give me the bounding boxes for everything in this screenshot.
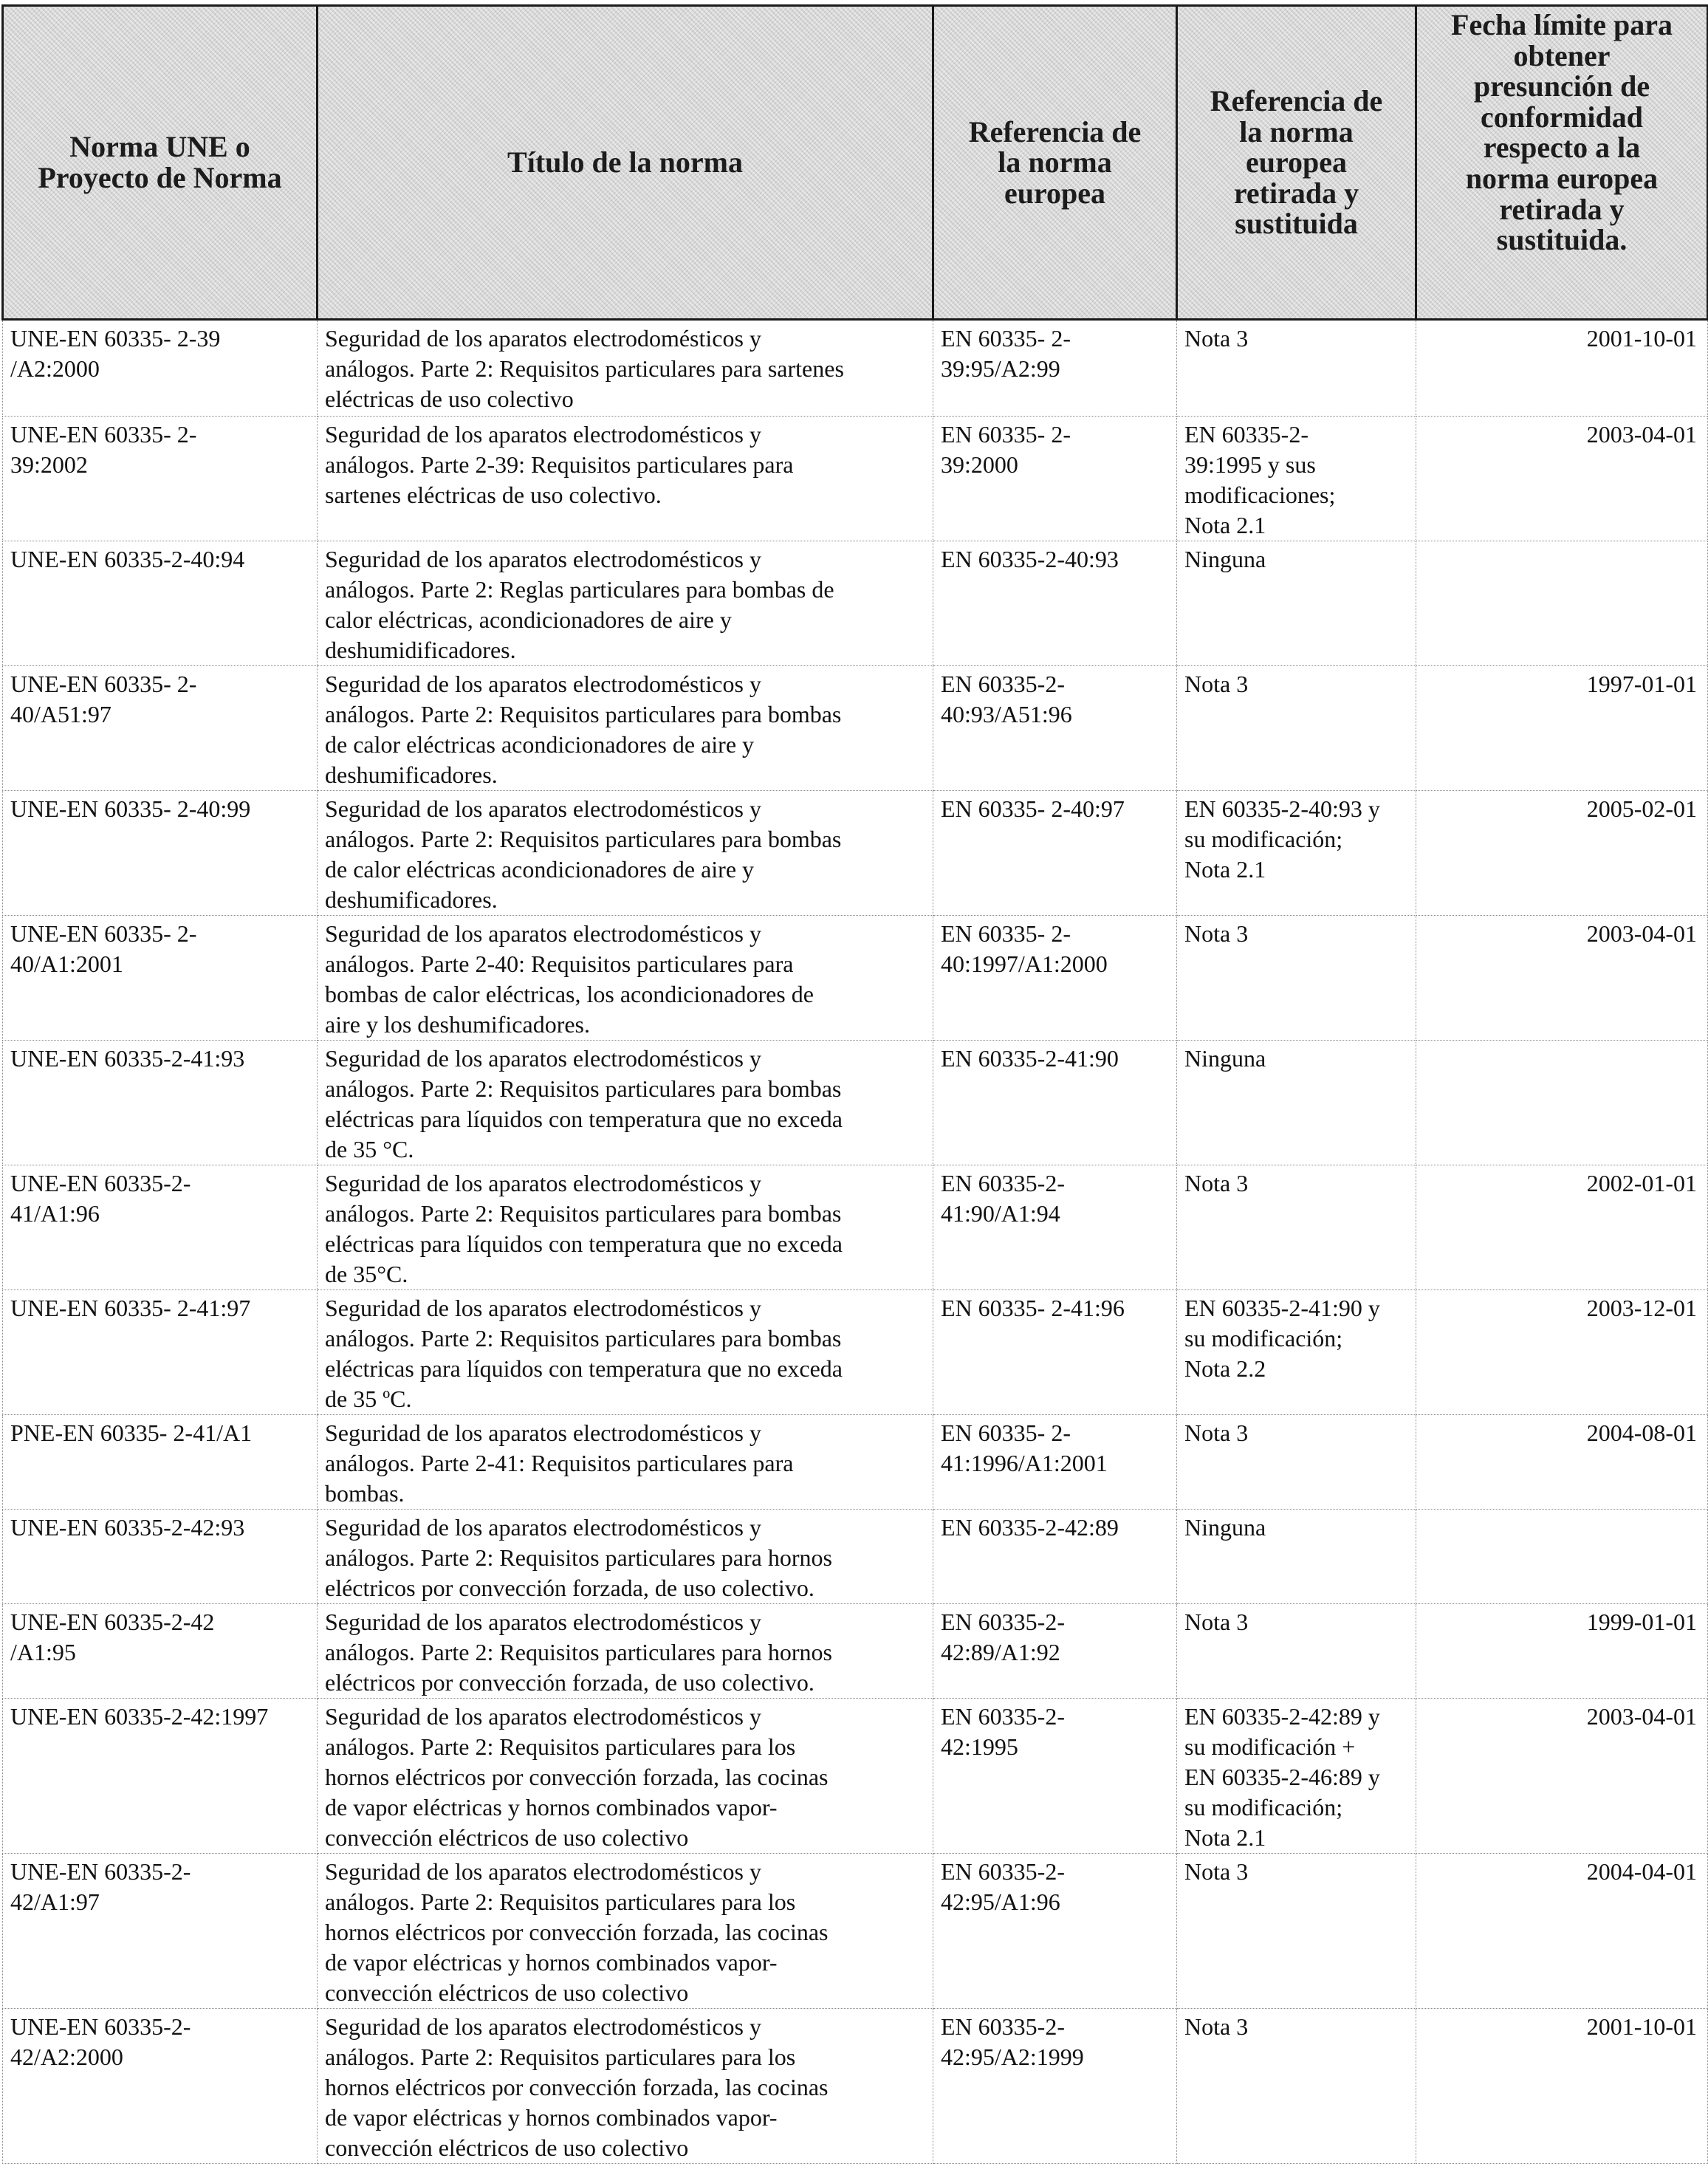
table-row	[3, 1604, 1708, 1699]
cell-fecha-text: 2004-04-01	[1586, 1858, 1697, 1885]
table-row	[3, 417, 1708, 541]
cell-fecha-text: 2001-10-01	[1586, 2013, 1697, 2040]
cell-retirada	[1177, 1290, 1416, 1415]
table-row	[3, 1699, 1708, 1854]
cell-referencia-text: EN 60335-2- 42:95/A1:96	[941, 1858, 1065, 1915]
cell-retirada	[1177, 1854, 1416, 2009]
cell-retirada-text: EN 60335-2-40:93 y su modificación; Nota 2.1	[1184, 795, 1380, 883]
cell-titulo	[318, 541, 933, 666]
cell-fecha	[1416, 417, 1708, 541]
cell-titulo-text: Seguridad de los aparatos electrodomésticos y análogos. Parte 2: Requisitos particulares para los hornos eléctricos por convección forzada, las cocinas de vapor eléctricas y hornos combinados vapor- convección eléctricos de uso colectivo	[325, 2013, 829, 2161]
cell-retirada	[1177, 791, 1416, 916]
cell-referencia-text: EN 60335-2- 42:95/A2:1999	[941, 2013, 1084, 2070]
cell-titulo-text: Seguridad de los aparatos electrodomésticos y análogos. Parte 2: Requisitos particulares para sartenes eléctricas de uso colectivo	[325, 325, 844, 412]
cell-fecha-text: 1999-01-01	[1586, 1609, 1697, 1635]
cell-retirada-text: Ninguna	[1184, 1514, 1266, 1541]
cell-titulo	[318, 666, 933, 791]
cell-fecha-text: 1997-01-01	[1586, 671, 1697, 697]
cell-fecha-text: 2004-08-01	[1586, 1419, 1697, 1446]
header-referencia-retirada-label: Referencia de la norma europea retirada y sustituida	[1210, 84, 1383, 241]
table-row	[3, 1415, 1708, 1510]
cell-retirada	[1177, 916, 1416, 1041]
cell-norma	[3, 916, 318, 1041]
cell-referencia-text: EN 60335- 2- 39:95/A2:99	[941, 325, 1071, 382]
table-row	[3, 916, 1708, 1041]
cell-retirada	[1177, 1604, 1416, 1699]
header-titulo	[318, 6, 933, 320]
cell-norma-text: UNE-EN 60335-2-40:94	[10, 546, 245, 572]
cell-fecha	[1416, 791, 1708, 916]
cell-titulo-text: Seguridad de los aparatos electrodomésticos y análogos. Parte 2: Requisitos particulares para bombas eléctricas para líquidos con temperatura que no exceda de 35 ºC.	[325, 1295, 843, 1412]
cell-titulo	[318, 1041, 933, 1165]
cell-fecha	[1416, 1699, 1708, 1854]
table-row	[3, 791, 1708, 916]
cell-titulo	[318, 1699, 933, 1854]
cell-retirada-text: Nota 3	[1184, 1419, 1249, 1446]
cell-referencia-text: EN 60335-2- 40:93/A51:96	[941, 671, 1072, 727]
cell-retirada	[1177, 1510, 1416, 1604]
cell-retirada	[1177, 417, 1416, 541]
cell-titulo	[318, 1604, 933, 1699]
cell-norma-text: UNE-EN 60335-2- 42/A1:97	[10, 1858, 191, 1915]
cell-norma-text: UNE-EN 60335- 2-41:97	[10, 1295, 251, 1321]
table-body	[3, 320, 1708, 2164]
cell-norma-text: UNE-EN 60335- 2- 40/A51:97	[10, 671, 197, 727]
cell-norma-text: UNE-EN 60335-2-42:1997	[10, 1703, 269, 1730]
cell-norma-text: UNE-EN 60335-2-42 /A1:95	[10, 1609, 215, 1665]
cell-titulo-text: Seguridad de los aparatos electrodomésticos y análogos. Parte 2: Requisitos particulares para bombas eléctricas para líquidos con temperatura que no exceda de 35°C.	[325, 1170, 843, 1287]
cell-retirada-text: EN 60335-2-42:89 y su modificación + EN 60335-2-46:89 y su modificación; Nota 2.1	[1184, 1703, 1380, 1851]
cell-retirada-text: EN 60335-2- 39:1995 y sus modificaciones; Nota 2.1	[1184, 421, 1336, 538]
cell-referencia	[933, 1854, 1177, 2009]
cell-retirada	[1177, 1041, 1416, 1165]
cell-titulo-text: Seguridad de los aparatos electrodomésticos y análogos. Parte 2: Reglas particulares para bombas de calor eléctricas, acondicionadores de aire y deshumidificadores.	[325, 546, 834, 663]
cell-fecha-text: 2003-04-01	[1586, 1703, 1697, 1730]
cell-referencia-text: EN 60335- 2-41:96	[941, 1295, 1125, 1321]
cell-referencia	[933, 1165, 1177, 1290]
cell-norma-text: UNE-EN 60335-2- 42/A2:2000	[10, 2013, 191, 2070]
table-row	[3, 320, 1708, 417]
cell-referencia-text: EN 60335- 2- 39:2000	[941, 421, 1071, 478]
cell-norma	[3, 1604, 318, 1699]
cell-norma-text: UNE-EN 60335-2-41:93	[10, 1045, 245, 1072]
header-fecha-limite-label: Fecha límite para obtener presunción de conformidad respecto a la norma europea retirada y sustituida.	[1451, 8, 1673, 257]
table-row	[3, 541, 1708, 666]
cell-retirada-text: EN 60335-2-41:90 y su modificación; Nota 2.2	[1184, 1295, 1380, 1382]
cell-norma	[3, 1290, 318, 1415]
cell-fecha	[1416, 320, 1708, 417]
cell-fecha-text: 2003-04-01	[1586, 920, 1697, 947]
cell-referencia-text: EN 60335-2- 41:90/A1:94	[941, 1170, 1065, 1227]
cell-norma	[3, 1699, 318, 1854]
table-row	[3, 1290, 1708, 1415]
cell-referencia-text: EN 60335- 2- 41:1996/A1:2001	[941, 1419, 1108, 1476]
cell-fecha	[1416, 1041, 1708, 1165]
cell-titulo	[318, 1290, 933, 1415]
cell-referencia-text: EN 60335-2- 42:1995	[941, 1703, 1065, 1760]
cell-norma	[3, 1854, 318, 2009]
cell-titulo-text: Seguridad de los aparatos electrodomésticos y análogos. Parte 2: Requisitos particulares para los hornos eléctricos por convección forzada, las cocinas de vapor eléctricas y hornos combinados vapor- convección eléctricos de uso colectivo	[325, 1703, 829, 1851]
header-referencia-europea	[933, 6, 1177, 320]
cell-referencia	[933, 417, 1177, 541]
cell-norma	[3, 541, 318, 666]
cell-fecha	[1416, 1165, 1708, 1290]
cell-titulo	[318, 916, 933, 1041]
table-row	[3, 666, 1708, 791]
cell-fecha	[1416, 541, 1708, 666]
cell-retirada-text: Nota 3	[1184, 2013, 1249, 2040]
cell-fecha	[1416, 916, 1708, 1041]
cell-titulo	[318, 791, 933, 916]
cell-titulo-text: Seguridad de los aparatos electrodomésticos y análogos. Parte 2: Requisitos particulares para hornos eléctricos por convección forzada, de uso colectivo.	[325, 1609, 832, 1696]
cell-fecha-text: 2002-01-01	[1586, 1170, 1697, 1196]
cell-retirada	[1177, 2009, 1416, 2164]
table-row	[3, 2009, 1708, 2164]
cell-retirada-text: Nota 3	[1184, 325, 1249, 352]
cell-fecha	[1416, 1854, 1708, 2009]
cell-fecha	[1416, 666, 1708, 791]
header-row	[3, 6, 1708, 320]
cell-titulo-text: Seguridad de los aparatos electrodomésticos y análogos. Parte 2-40: Requisitos particulares para bombas de calor eléctricas, los acondicionadores de aire y los deshumificadores.	[325, 920, 814, 1038]
cell-norma	[3, 1510, 318, 1604]
header-norma-une	[3, 6, 318, 320]
cell-titulo-text: Seguridad de los aparatos electrodomésticos y análogos. Parte 2-41: Requisitos particulares para bombas.	[325, 1419, 794, 1507]
table-header	[3, 6, 1708, 320]
cell-titulo-text: Seguridad de los aparatos electrodomésticos y análogos. Parte 2: Requisitos particulares para bombas de calor eléctricas acondicionadores de aire y deshumificadores.	[325, 795, 842, 913]
table-row	[3, 1041, 1708, 1165]
cell-norma-text: UNE-EN 60335- 2-39 /A2:2000	[10, 325, 221, 382]
cell-retirada-text: Nota 3	[1184, 671, 1249, 697]
table-row	[3, 1165, 1708, 1290]
cell-norma	[3, 1415, 318, 1510]
cell-titulo	[318, 320, 933, 417]
cell-titulo-text: Seguridad de los aparatos electrodomésticos y análogos. Parte 2: Requisitos particulares para bombas de calor eléctricas acondicionadores de aire y deshumificadores.	[325, 671, 842, 788]
cell-referencia	[933, 666, 1177, 791]
cell-referencia	[933, 1604, 1177, 1699]
cell-referencia-text: EN 60335-2-41:90	[941, 1045, 1119, 1072]
cell-fecha-text: 2003-12-01	[1586, 1295, 1697, 1321]
cell-retirada	[1177, 1415, 1416, 1510]
cell-referencia	[933, 916, 1177, 1041]
header-titulo-label: Título de la norma	[507, 145, 743, 179]
cell-retirada-text: Nota 3	[1184, 1858, 1249, 1885]
cell-norma	[3, 1165, 318, 1290]
header-fecha-limite	[1416, 6, 1708, 320]
header-norma-une-label: Norma UNE o Proyecto de Norma	[38, 130, 282, 194]
cell-retirada	[1177, 1699, 1416, 1854]
cell-fecha	[1416, 2009, 1708, 2164]
cell-fecha-text: 2003-04-01	[1586, 421, 1697, 448]
cell-referencia	[933, 541, 1177, 666]
cell-referencia	[933, 1415, 1177, 1510]
cell-retirada-text: Nota 3	[1184, 920, 1249, 947]
cell-norma	[3, 2009, 318, 2164]
cell-norma	[3, 320, 318, 417]
cell-titulo	[318, 1165, 933, 1290]
cell-fecha	[1416, 1415, 1708, 1510]
cell-titulo	[318, 2009, 933, 2164]
cell-titulo	[318, 417, 933, 541]
cell-fecha-text: 2001-10-01	[1586, 325, 1697, 352]
cell-norma-text: PNE-EN 60335- 2-41/A1	[10, 1419, 253, 1446]
cell-referencia	[933, 1510, 1177, 1604]
cell-retirada-text: Nota 3	[1184, 1170, 1249, 1196]
cell-norma-text: UNE-EN 60335- 2-40:99	[10, 795, 251, 822]
cell-retirada	[1177, 541, 1416, 666]
cell-norma-text: UNE-EN 60335- 2- 40/A1:2001	[10, 920, 197, 977]
cell-referencia-text: EN 60335- 2- 40:1997/A1:2000	[941, 920, 1108, 977]
cell-fecha	[1416, 1604, 1708, 1699]
cell-norma	[3, 1041, 318, 1165]
header-referencia-europea-label: Referencia de la norma europea	[968, 114, 1142, 210]
cell-titulo	[318, 1415, 933, 1510]
cell-titulo-text: Seguridad de los aparatos electrodomésticos y análogos. Parte 2: Requisitos particulares para bombas eléctricas para líquidos con temperatura que no exceda de 35 °C.	[325, 1045, 843, 1162]
header-referencia-retirada	[1177, 6, 1416, 320]
cell-referencia-text: EN 60335-2-40:93	[941, 546, 1119, 572]
cell-referencia-text: EN 60335- 2-40:97	[941, 795, 1125, 822]
cell-fecha	[1416, 1510, 1708, 1604]
cell-norma	[3, 666, 318, 791]
cell-retirada-text: Ninguna	[1184, 546, 1266, 572]
cell-referencia	[933, 791, 1177, 916]
cell-retirada	[1177, 666, 1416, 791]
cell-referencia	[933, 2009, 1177, 2164]
cell-referencia	[933, 1699, 1177, 1854]
table-row	[3, 1510, 1708, 1604]
cell-norma-text: UNE-EN 60335- 2- 39:2002	[10, 421, 197, 478]
cell-referencia	[933, 1290, 1177, 1415]
cell-fecha	[1416, 1290, 1708, 1415]
cell-titulo-text: Seguridad de los aparatos electrodomésticos y análogos. Parte 2-39: Requisitos particulares para sartenes eléctricas de uso colectivo.	[325, 421, 794, 508]
cell-retirada	[1177, 320, 1416, 417]
standards-table	[1, 4, 1708, 2164]
cell-titulo-text: Seguridad de los aparatos electrodomésticos y análogos. Parte 2: Requisitos particulares para hornos eléctricos por convección forzada, de uso colectivo.	[325, 1514, 832, 1601]
cell-retirada-text: Ninguna	[1184, 1045, 1266, 1072]
cell-referencia-text: EN 60335-2- 42:89/A1:92	[941, 1609, 1065, 1665]
table-row	[3, 1854, 1708, 2009]
cell-norma-text: UNE-EN 60335-2- 41/A1:96	[10, 1170, 191, 1227]
cell-fecha-text: 2005-02-01	[1586, 795, 1697, 822]
cell-referencia	[933, 1041, 1177, 1165]
cell-referencia	[933, 320, 1177, 417]
cell-referencia-text: EN 60335-2-42:89	[941, 1514, 1119, 1541]
cell-norma	[3, 791, 318, 916]
cell-norma-text: UNE-EN 60335-2-42:93	[10, 1514, 245, 1541]
cell-retirada	[1177, 1165, 1416, 1290]
cell-retirada-text: Nota 3	[1184, 1609, 1249, 1635]
cell-titulo	[318, 1510, 933, 1604]
cell-titulo	[318, 1854, 933, 2009]
cell-norma	[3, 417, 318, 541]
cell-titulo-text: Seguridad de los aparatos electrodomésticos y análogos. Parte 2: Requisitos particulares para los hornos eléctricos por convección forzada, las cocinas de vapor eléctricas y hornos combinados vapor- convección eléctricos de uso colectivo	[325, 1858, 829, 2006]
